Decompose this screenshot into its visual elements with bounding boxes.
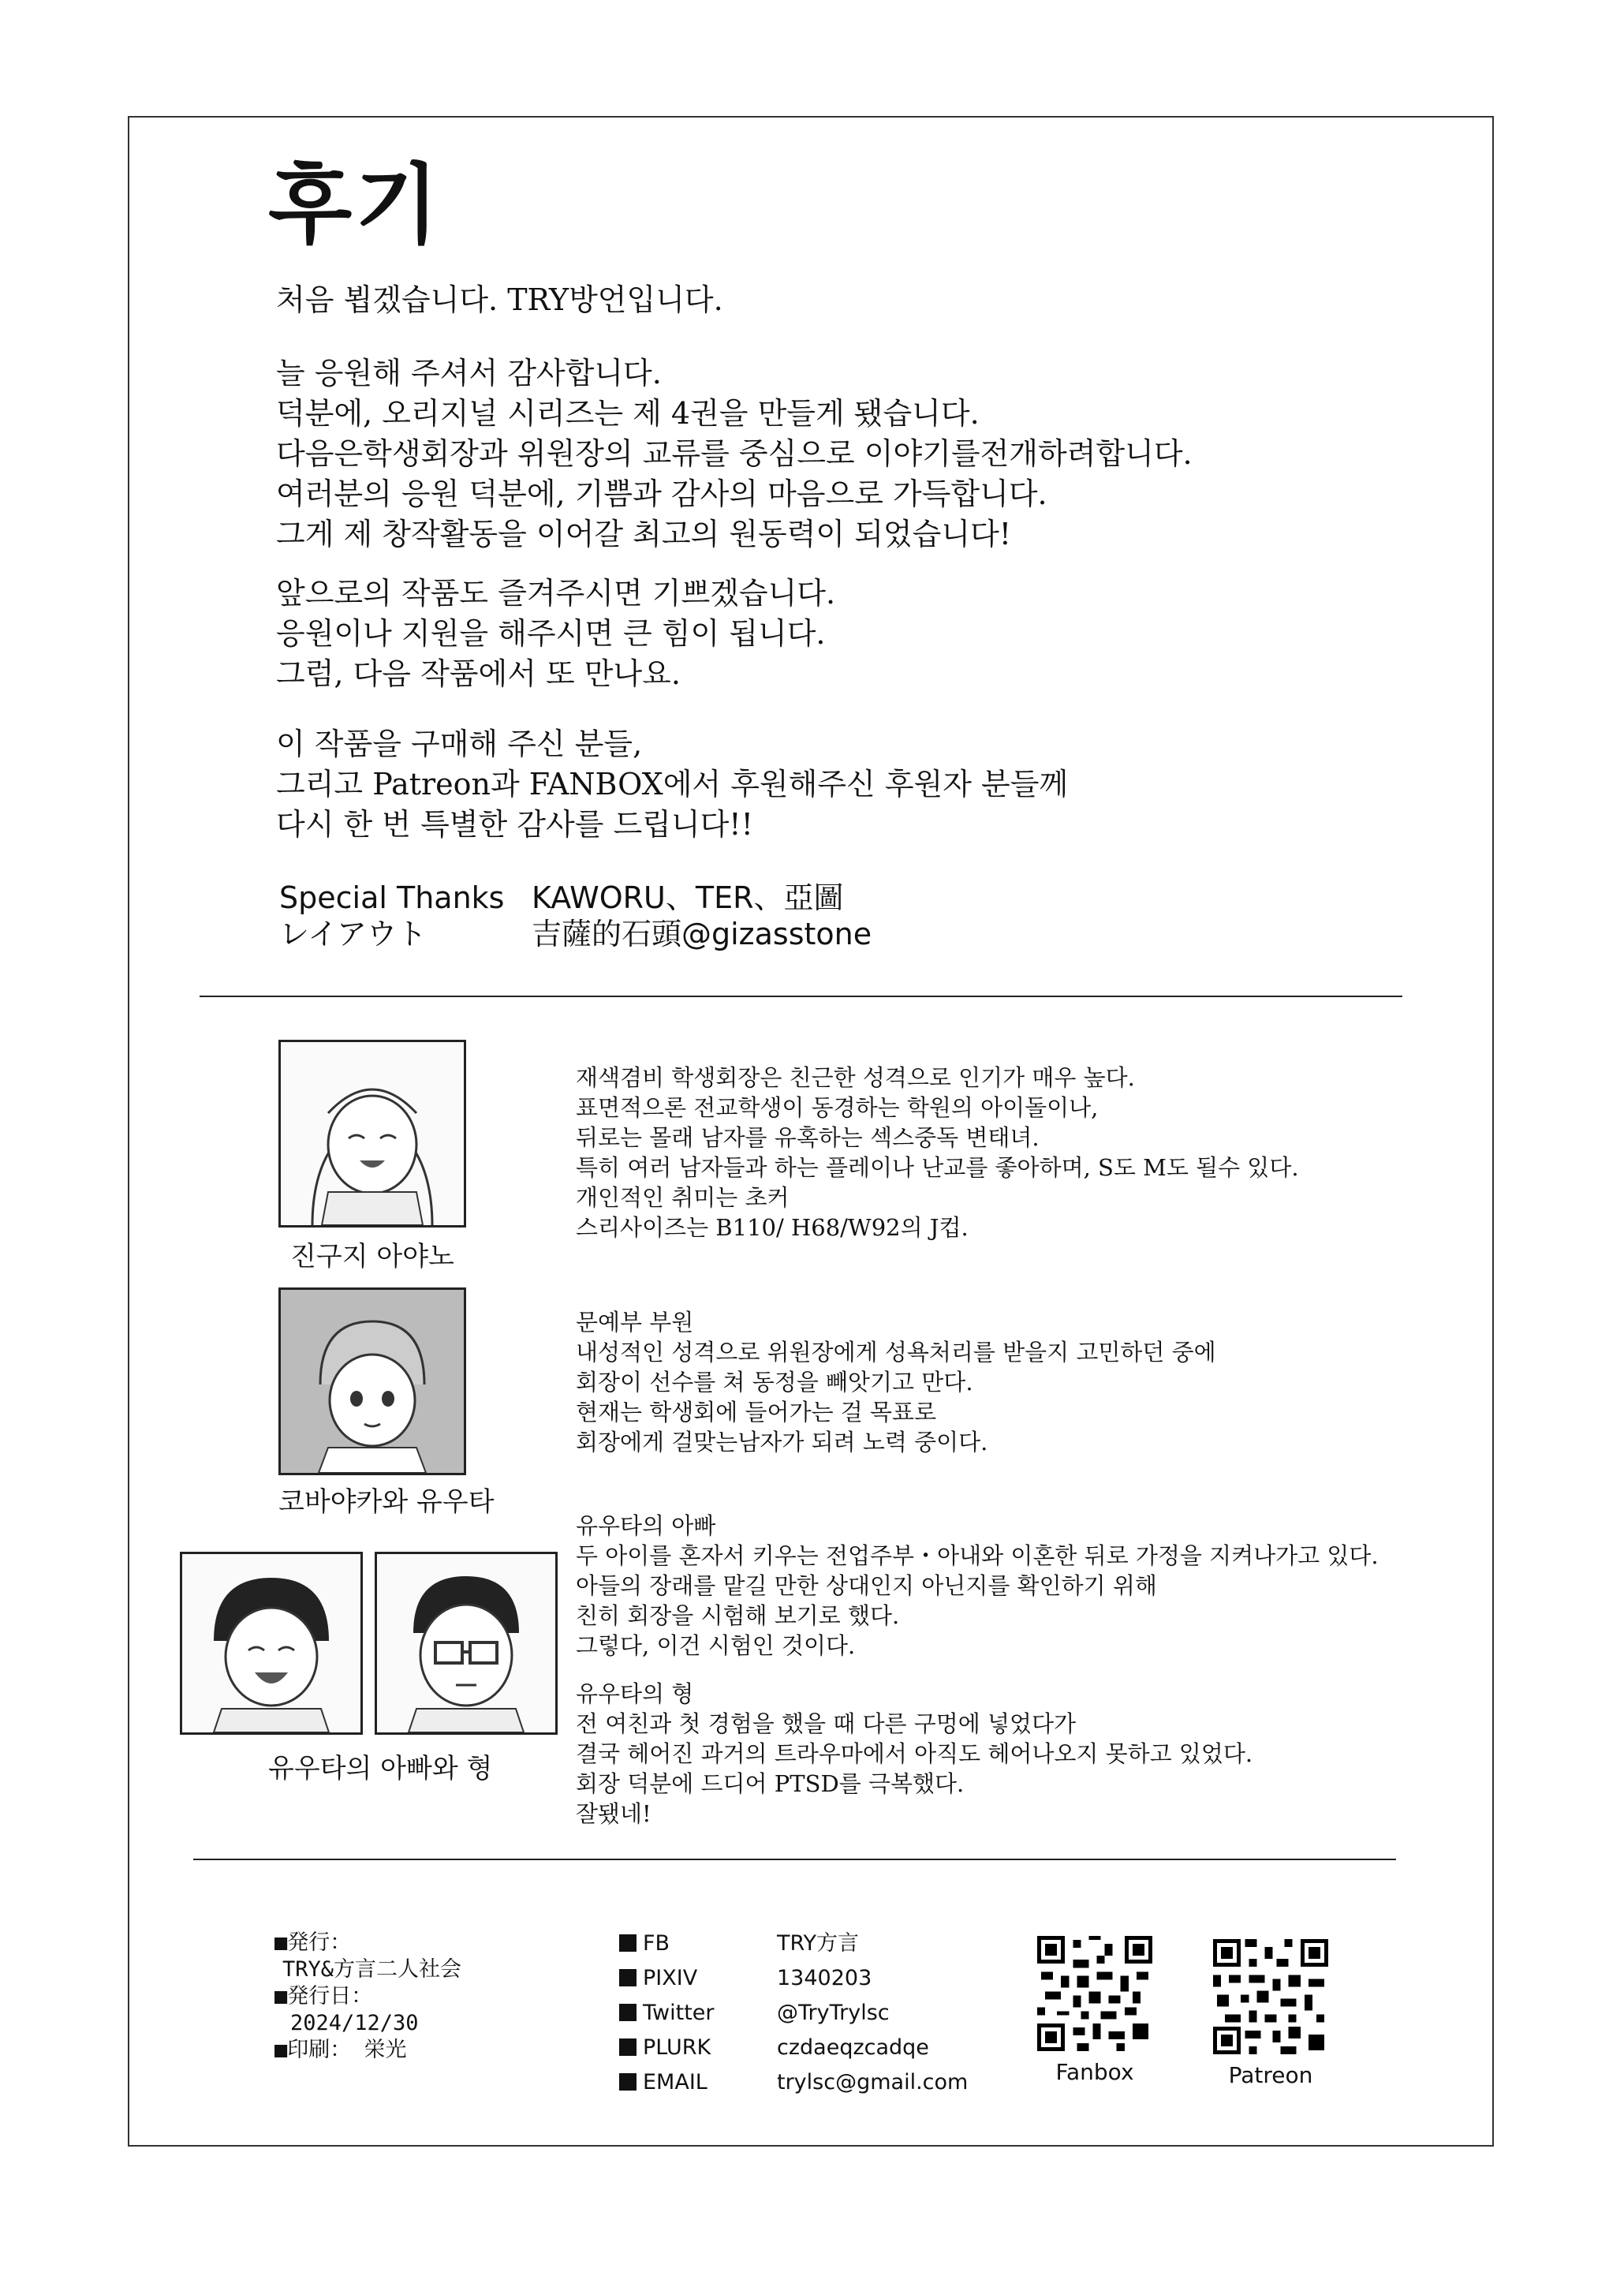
paragraph-line: 덕분에, 오리지널 시리즈는 제 4권을 만들게 됐습니다. <box>276 396 980 431</box>
description-line: 결국 헤어진 과거의 트라우마에서 아직도 헤어나오지 못하고 있었다. <box>576 1740 1253 1767</box>
father-portrait-icon <box>377 1554 555 1732</box>
fanbox-qr-code[interactable] <box>1037 1936 1152 2051</box>
description-line: 문예부 부원 <box>576 1309 694 1336</box>
character-name: 코바야카와 유우타 <box>278 1486 495 1518</box>
publish-date: 2024/12/30 <box>290 2011 419 2035</box>
description-line: 두 아이를 혼자서 키우는 전업주부・아내와 이혼한 뒤로 가정을 지켜나가고 있다. <box>576 1542 1379 1569</box>
publisher: TRY&方言二人社会 <box>282 1957 462 1982</box>
social-row <box>619 1996 1014 2031</box>
social-links <box>619 1926 1014 2100</box>
social-row <box>619 2065 1014 2100</box>
thanks-paragraph <box>276 353 1193 555</box>
description-line: 특히 여러 남자들과 하는 플레이나 난교를 좋아하며, S도 M도 될수 있다. <box>576 1154 1299 1181</box>
description-line: 유우타의 형 <box>576 1680 694 1707</box>
social-value[interactable]: TRY方言 <box>777 1931 860 1956</box>
bullet-icon <box>619 2073 637 2091</box>
boy-portrait-icon <box>281 1290 464 1473</box>
description-line: 잘됐네! <box>576 1800 651 1827</box>
credit-row <box>279 916 872 952</box>
social-value[interactable]: czdaeqzcadqe <box>777 2035 929 2060</box>
divider-bottom <box>193 1859 1396 1860</box>
greeting-text <box>276 280 723 320</box>
social-label: Twitter <box>643 2001 715 2025</box>
social-row <box>619 1926 1014 1961</box>
description-line: 그렇다, 이건 시험인 것이다. <box>576 1632 856 1659</box>
social-label: PIXIV <box>643 1966 698 1990</box>
greeting-line: 처음 뵙겠습니다. TRY방언입니다. <box>276 282 723 317</box>
paragraph-line: 늘 응원해 주셔서 감사합니다. <box>276 356 662 390</box>
printer <box>274 2037 461 2064</box>
paragraph-line: 응원이나 지원을 해주시면 큰 힘이 됩니다. <box>276 616 826 651</box>
bullet-icon <box>619 1969 637 1986</box>
future-paragraph <box>276 574 835 694</box>
description-line: 회장이 선수를 쳐 동정을 빼앗기고 만다. <box>576 1369 973 1396</box>
description-line: 현재는 학생회에 들어가는 걸 목표로 <box>576 1399 937 1426</box>
paragraph-line: 다시 한 번 특별한 감사를 드립니다!! <box>276 807 753 842</box>
character-portrait-father <box>375 1552 558 1735</box>
supporters-paragraph <box>276 724 1068 845</box>
publisher-label: ■発行： <box>274 1930 352 1955</box>
social-label: FB <box>643 1931 670 1956</box>
character-description <box>576 1511 1379 1661</box>
character-description <box>576 1063 1299 1242</box>
qr-label: Fanbox <box>1055 2059 1134 2085</box>
colophon <box>274 1930 461 2064</box>
bullet-icon <box>619 2038 637 2056</box>
paragraph-line: 여러분의 응원 덕분에, 기쁨과 감사의 마음으로 가득합니다. <box>276 476 1047 511</box>
qr-code-icon <box>1037 1936 1152 2051</box>
description-line: 개인적인 취미는 초커 <box>576 1184 790 1211</box>
description-line: 아들의 장래를 맡길 만한 상대인지 아닌지를 확인하기 위해 <box>576 1572 1157 1599</box>
character-portrait-yuta <box>278 1287 466 1475</box>
character-name: 진구지 아야노 <box>290 1241 454 1272</box>
social-label: PLURK <box>643 2035 711 2060</box>
credit-row <box>279 880 872 916</box>
paragraph-line: 다음은학생회장과 위원장의 교류를 중심으로 이야기를전개하려합니다. <box>276 436 1193 471</box>
description-line: 뒤로는 몰래 남자를 유혹하는 섹스중독 변태녀. <box>576 1124 1040 1151</box>
page-title: 후기 <box>268 155 442 256</box>
divider-top <box>200 996 1402 997</box>
description-line: 전 여친과 첫 경험을 했을 때 다른 구멍에 넣었다가 <box>576 1710 1077 1737</box>
qr-code-icon <box>1213 1939 1328 2054</box>
bullet-icon <box>619 2004 637 2021</box>
description-line: 유우타의 아빠 <box>576 1512 716 1539</box>
girl-portrait-icon <box>281 1042 464 1225</box>
bullet-icon <box>619 1934 637 1952</box>
description-line: 스리사이즈는 B110/ H68/W92의 J컵. <box>576 1214 969 1241</box>
social-row <box>619 2031 1014 2065</box>
description-line: 회장 덕분에 드디어 PTSD를 극복했다. <box>576 1770 965 1797</box>
social-value[interactable]: @TryTrylsc <box>777 2001 890 2025</box>
printer-label: ■印刷： <box>274 2038 352 2062</box>
qr-label: Patreon <box>1228 2062 1313 2088</box>
paragraph-line: 이 작품을 구매해 주신 분들, <box>276 727 643 761</box>
description-line: 회장에게 걸맞는남자가 되려 노력 중이다. <box>576 1429 988 1456</box>
social-row <box>619 1961 1014 1996</box>
patreon-qr-code[interactable] <box>1213 1939 1328 2054</box>
brother-portrait-icon <box>182 1554 360 1732</box>
credit-label: レイアウト <box>279 917 427 951</box>
credits <box>279 880 872 952</box>
description-line: 친히 회장을 시험해 보기로 했다. <box>576 1602 900 1629</box>
character-name: 유우타의 아빠와 형 <box>268 1753 493 1784</box>
date-label: ■発行日： <box>274 1984 373 2009</box>
character-description <box>576 1307 1216 1457</box>
printer-name: 栄光 <box>364 2038 407 2062</box>
description-line: 내성적인 성격으로 위원장에게 성욕처리를 받을지 고민하던 중에 <box>576 1339 1216 1366</box>
character-portrait-ayano <box>278 1040 466 1228</box>
social-value[interactable]: trylsc@gmail.com <box>777 2070 969 2094</box>
social-label: EMAIL <box>643 2070 707 2094</box>
description-line: 표면적으론 전교학생이 동경하는 학원의 아이돌이나, <box>576 1094 1099 1121</box>
social-value[interactable]: 1340203 <box>777 1966 872 1990</box>
paragraph-line: 그게 제 창작활동을 이어갈 최고의 원동력이 되었습니다! <box>276 517 1012 551</box>
paragraph-line: 그리고 Patreon과 FANBOX에서 후원해주신 후원자 분들께 <box>276 767 1069 802</box>
credit-value: 吉薩的石頭@gizasstone <box>532 917 872 951</box>
character-description <box>576 1679 1253 1829</box>
description-line: 재색겸비 학생회장은 친근한 성격으로 인기가 매우 높다. <box>576 1064 1135 1091</box>
paragraph-line: 그럼, 다음 작품에서 또 만나요. <box>276 656 681 691</box>
credit-label: Special Thanks <box>279 880 505 915</box>
character-portrait-brother <box>180 1552 363 1735</box>
credit-value: KAWORU、TER、亞圖 <box>532 880 844 915</box>
paragraph-line: 앞으로의 작품도 즐겨주시면 기쁘겠습니다. <box>276 576 836 611</box>
